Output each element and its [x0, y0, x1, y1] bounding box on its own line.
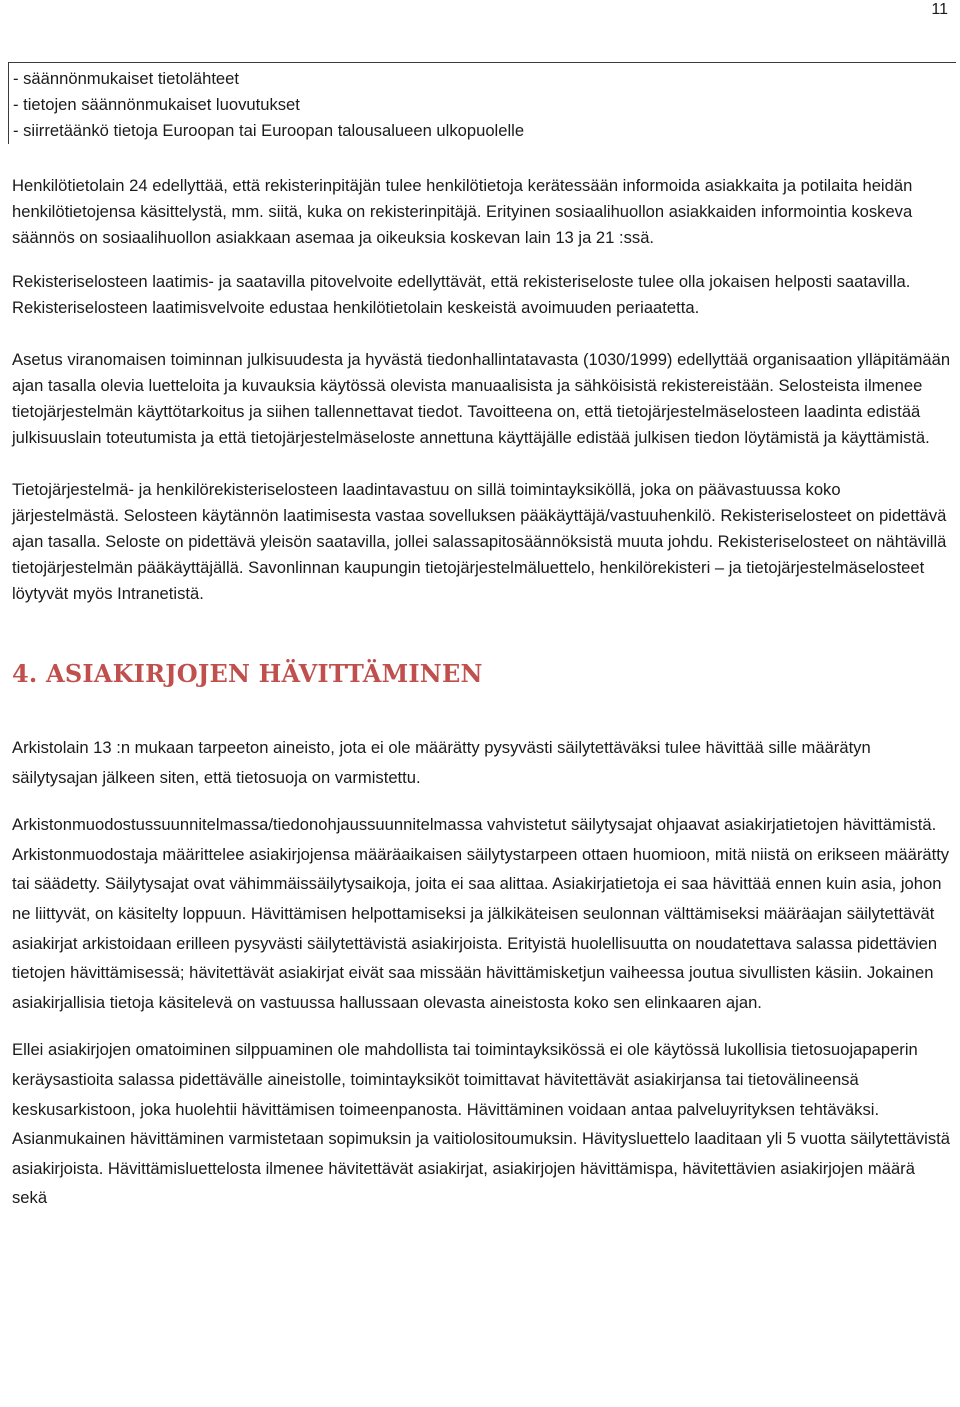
- list-item: - tietojen säännönmukaiset luovutukset: [13, 95, 300, 114]
- paragraph-responsibility: Tietojärjestelmä- ja henkilörekisteriselosteen laadintavastuu on sillä toimintayksiköllä, joka on päävastuussa koko järjestelmästä. Selosteen käytännön laatimisesta vastaa sovelluksen pääkäyttäjä/vastuuhenkilö. Rekisteriselosteet on pidettävä ajan tasalla. Seloste on pidettävä yleisön saatavilla, jollei salassapitosäännöksistä muuta johdu. Rekisteriselosteet on nähtävillä tietojärjestelmän pääkäyttäjällä. Savonlinnan kaupungin tietojärjestelmäluettelo, henkilörekisteri – ja tietojärjestelmäselosteet löytyvät myös Intranetistä.: [12, 480, 947, 603]
- paragraph-archive-law: Arkistolain 13 :n mukaan tarpeeton aineisto, jota ei ole määrätty pysyvästi säilytettäväksi tulee hävittää sille määrätyn säilytysajan jälkeen siten, että tietosuoja on varmistettu.: [12, 738, 871, 787]
- document-body: [12, 62, 952, 1213]
- paragraph-destruction-procedure: Ellei asiakirjojen omatoiminen silppuaminen ole mahdollista tai toimintayksikössä ei ole käytössä lukollisia tietosuojapaperin keräysastioita salassa pidettävälle aineistolle, toimintayksiköt toimittavat hävitettävät asiakirjansa tai tietovälineensä keskusarkistoon, joka huolehtii hävittämisen toimeenpanosta. Hävittäminen voidaan antaa palveluyrityksen tehtäväksi. Asianmukainen hävittäminen varmistetaan sopimuksin ja vaitiolositoumuksin. Hävitysluettelo laaditaan yli 5 vuotta säilytettävistä asiakirjoista. Hävittämisluettelosta ilmenee hävitettävät asiakirjat, asiakirjojen hävittämispa, hävitettävien asiakirjojen määrä sekä: [12, 1040, 951, 1208]
- section-heading: 4. ASIAKIRJOJEN HÄVITTÄMINEN: [12, 659, 483, 688]
- paragraph-informing: Henkilötietolain 24 edellyttää, että rekisterinpitäjän tulee henkilötietoja kerätessään informoida asiakkaita ja potilaita heidän henkilötietojensa käsittelystä, mm. siitä, kuka on rekisterinpitäjä. Erityinen sosiaalihuollon asiakkaiden informointia koskeva säännös on sosiaalihuollon asiakkaan asemaa ja oikeuksia koskevan lain 13 ja 21 :ssä.: [12, 176, 913, 247]
- list-item: - säännönmukaiset tietolähteet: [13, 69, 240, 88]
- bordered-list-box: [8, 62, 956, 144]
- paragraph-retention-times: Arkistonmuodostussuunnitelmassa/tiedonohjaussuunnitelmassa vahvistetut säilytysajat ohjaavat asiakirjatietojen hävittämistä. Arkistonmuodostaja määrittelee asiakirjojensa määräaikaisen säilytystarpeen ottaen huomioon, mitä niistä on erikseen määrätty tai säädetty. Säilytysajat ovat vähimmäissäilytysaikoja, joita ei saa alittaa. Asiakirjatietoja ei saa hävittää ennen kuin asia, johon ne liittyvät, on käsitelty loppuun. Hävittämisen helpottamiseksi ja jälkikäteisen seulonnan välttämiseksi määräajan säilytettävät asiakirjat arkistoidaan erilleen pysyvästi säilytettävistä asiakirjoista. Erityistä huolellisuutta on noudatettava salassa pidettävien tietojen hävittämisessä; hävitettävät asiakirjat eivät saa missään hävittämisketjun vaiheessa joutua sivullisten käsiin. Jokainen asiakirjallisia tietoja käsitelevä on vastuussa hallussaan olevasta aineistosta koko sen elinkaaren ajan.: [12, 815, 950, 1012]
- page-number: 11: [931, 1, 948, 18]
- paragraph-publicity-decree: Asetus viranomaisen toiminnan julkisuudesta ja hyvästä tiedonhallintatavasta (1030/1999) edellyttää organisaation ylläpitämään ajan tasalla olevia luetteloita ja kuvauksia käytössä olevista manuaalisista ja sähköisistä rekistereistään. Selosteista ilmenee tietojärjestelmän käyttötarkoitus ja siihen tallennettavat tiedot. Tavoitteena on, että tietojärjestelmäselosteen laadinta edistää julkisuuslain toteutumista ja että tietojärjestelmäseloste annettuna käyttäjälle edistää julkisen tiedon löytämistä ja käyttämistä.: [12, 350, 951, 447]
- paragraph-register-description: Rekisteriselosteen laatimis- ja saatavilla pitovelvoite edellyttävät, että rekisteriseloste tulee olla jokaisen helposti saatavilla. Rekisteriselosteen laatimisvelvoite edustaa henkilötietolain keskeistä avoimuuden periaatetta.: [12, 272, 911, 317]
- list-item: - siirretäänkö tietoja Euroopan tai Euroopan talousalueen ulkopuolelle: [13, 121, 525, 140]
